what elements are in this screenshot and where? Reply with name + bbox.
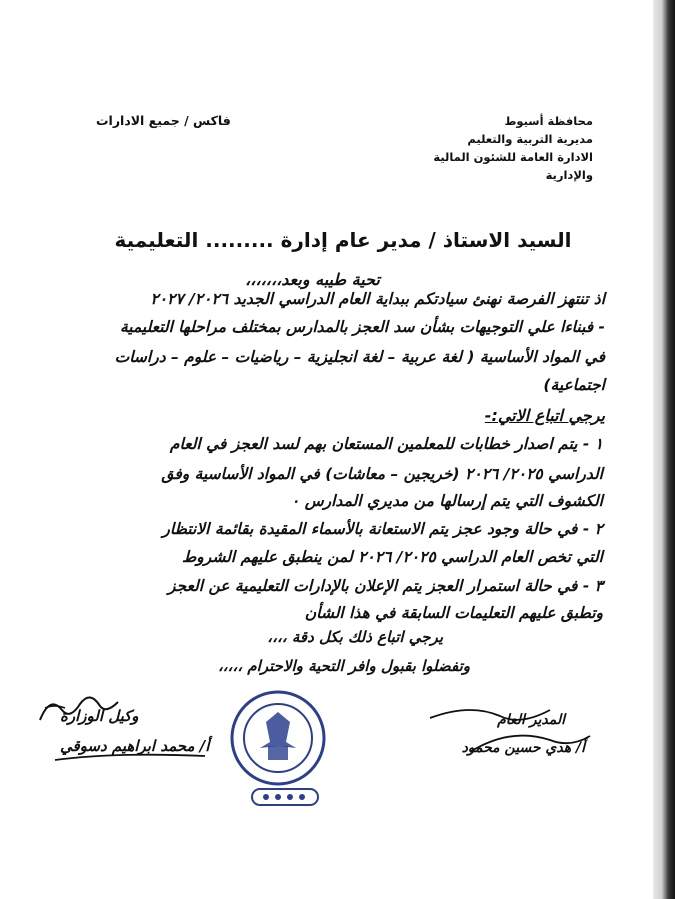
fax-recipient: فاكس / جميع الادارات	[96, 113, 231, 128]
signatory-left-title: وكيل الوزارة	[60, 707, 139, 725]
org-line: الادارة العامة للشئون المالية	[433, 150, 593, 164]
follow-title: يرجي اتباع الاتي:-	[484, 406, 605, 425]
item-line: وتطبق عليهم التعليمات السابقة في هذا الشأن	[304, 604, 603, 622]
body-line: في المواد الأساسية ( لغة عربية – لغة انجليزية – رياضيات – علوم – دراسات	[114, 348, 605, 366]
org-line: مديرية التربية والتعليم	[467, 132, 593, 146]
body-line: اجتماعية)	[543, 376, 605, 394]
item-line: الكشوف التي يتم إرسالها من مديري المدارس ٠	[291, 492, 603, 510]
closing-line: يرجي اتباع ذلك بكل دقة ،،،،	[267, 628, 443, 646]
org-header	[393, 112, 593, 184]
item-line: ٣ - في حالة استمرار العجز يتم الإعلان بالإدارات التعليمية عن العجز	[168, 577, 603, 595]
item-line: التي تخص العام الدراسي ٢٠٢٥/ ٢٠٢٦ لمن ينطبق عليهم الشروط	[181, 548, 603, 566]
stamp-number-mark	[250, 786, 320, 808]
item-line: الدراسي ٢٠٢٥/ ٢٠٢٦ (خريجين – معاشات) في المواد الأساسية وفق	[161, 465, 603, 483]
scan-edge-shadow	[653, 0, 675, 899]
item-line: ٢ - في حالة وجود عجز يتم الاستعانة بالأسماء المقيدة بقائمة الانتظار	[162, 520, 603, 538]
signatory-right-title: المدير العام	[497, 712, 565, 728]
greeting: تحية طيبه وبعد،،،،،،،	[245, 270, 380, 289]
org-line: والإدارية	[545, 168, 593, 182]
org-line: محافظة أسيوط	[504, 114, 593, 128]
signatory-left-name: أ/ محمد ابراهيم دسوقي	[60, 737, 210, 755]
signatory-right-name: أ/ هدي حسين محمود	[461, 740, 585, 756]
closing-line: وتفضلوا بقبول وافر التحية والاحترام ،،،،،	[217, 657, 470, 675]
item-line: ١ - يتم اصدار خطابات للمعلمين المستعان بهم لسد العجز في العام	[169, 435, 603, 453]
body-line: اذ تنتهز الفرصة نهنئ سيادتكم ببداية العام الدراسي الجديد ٢٠٢٦/ ٢٠٢٧	[150, 290, 605, 308]
salutation: السيد الاستاذ / مدير عام إدارة ......... التعليمية	[114, 228, 572, 252]
body-line: - فبناءا علي التوجيهات بشأن سد العجز بالمدارس بمختلف مراحلها التعليمية	[119, 318, 605, 336]
official-seal-stamp	[228, 688, 328, 788]
